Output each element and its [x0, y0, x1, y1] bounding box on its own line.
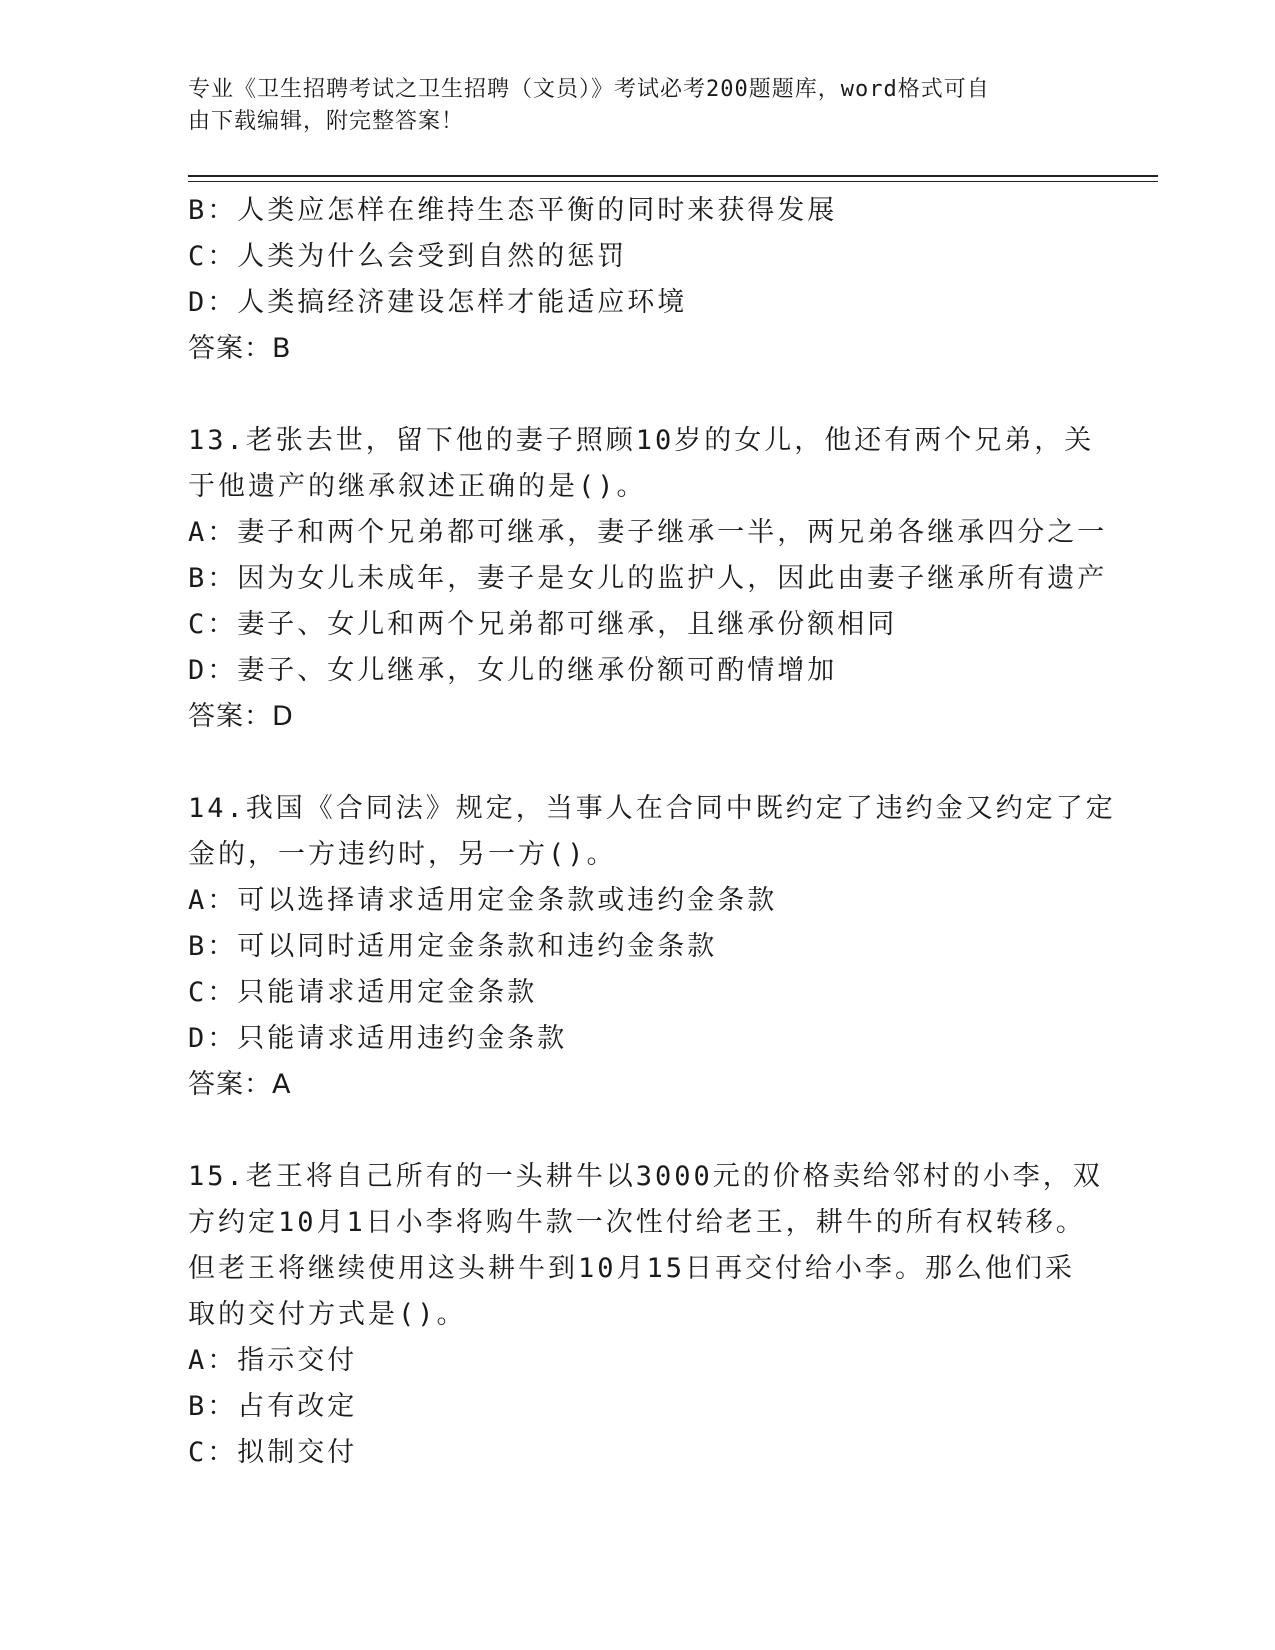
q14-stem-line-2: 金的，一方违约时，另一方()。	[188, 839, 617, 870]
q15-stem-line-4: 取的交付方式是()。	[188, 1299, 467, 1330]
q12-option-c: C：人类为什么会受到自然的惩罚	[188, 241, 628, 272]
q14-option-b: B：可以同时适用定金条款和违约金条款	[188, 931, 718, 962]
question-13-block	[188, 418, 1108, 740]
q15-stem-line-2: 方约定10月1日小李将购牛款一次性付给老王，耕牛的所有权转移。	[188, 1207, 1086, 1238]
question-14-block	[188, 786, 1116, 1108]
q13-option-d: D：妻子、女儿继承，女儿的继承份额可酌情增加	[188, 655, 838, 686]
q14-option-a: A：可以选择请求适用定金条款或违约金条款	[188, 885, 778, 916]
q12-answer: 答案：B	[188, 333, 292, 364]
q13-option-a: A：妻子和两个兄弟都可继承，妻子继承一半，两兄弟各继承四分之一	[188, 517, 1108, 548]
spacer	[188, 740, 1088, 786]
q15-option-c: C：拟制交付	[188, 1437, 358, 1468]
q13-option-c: C：妻子、女儿和两个兄弟都可继承，且继承份额相同	[188, 609, 898, 640]
q14-option-d: D：只能请求适用违约金条款	[188, 1023, 568, 1054]
q12-option-d: D：人类搞经济建设怎样才能适应环境	[188, 287, 688, 318]
q13-stem-line-2: 于他遗产的继承叙述正确的是()。	[188, 471, 647, 502]
header-line-1: 专业《卫生招聘考试之卫生招聘（文员）》考试必考200题题库，word格式可自	[188, 77, 990, 102]
q15-option-a: A：指示交付	[188, 1345, 358, 1376]
header-divider-thick	[188, 175, 1158, 177]
q15-stem-line-1: 15.老王将自己所有的一头耕牛以3000元的价格卖给邻村的小李，双	[188, 1161, 1103, 1192]
spacer	[188, 372, 1088, 418]
question-12-block	[188, 188, 1088, 372]
spacer	[188, 1108, 1088, 1154]
q13-answer: 答案：D	[188, 701, 294, 732]
q13-option-b: B：因为女儿未成年，妻子是女儿的监护人，因此由妻子继承所有遗产	[188, 563, 1108, 594]
q15-option-b: B：占有改定	[188, 1391, 358, 1422]
q12-option-b: B：人类应怎样在维持生态平衡的同时来获得发展	[188, 195, 838, 226]
q14-stem-line-1: 14.我国《合同法》规定，当事人在合同中既约定了违约金又约定了定	[188, 793, 1116, 824]
document-body	[188, 188, 1116, 1476]
q14-answer: 答案：A	[188, 1069, 292, 1100]
header-divider-thin	[188, 181, 1158, 182]
q15-stem-line-3: 但老王将继续使用这头耕牛到10月15日再交付给小李。那么他们采	[188, 1253, 1076, 1284]
header-line-2: 由下载编辑，附完整答案！	[188, 109, 465, 134]
q14-option-c: C：只能请求适用定金条款	[188, 977, 538, 1008]
q13-stem-line-1: 13.老张去世，留下他的妻子照顾10岁的女儿，他还有两个兄弟，关	[188, 425, 1095, 456]
document-header	[188, 74, 1068, 138]
question-15-block	[188, 1154, 1103, 1476]
